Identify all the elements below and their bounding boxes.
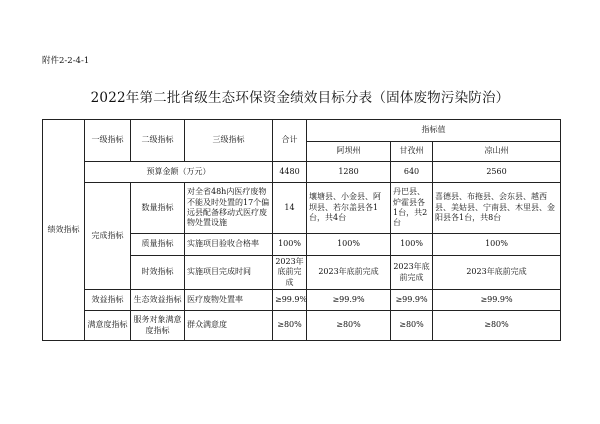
quality-total: 100% bbox=[273, 234, 307, 256]
timeliness-value: 2023年底前完成 bbox=[391, 256, 433, 290]
timeliness-value: 2023年底前完成 bbox=[307, 256, 391, 290]
header-region: 阿坝州 bbox=[307, 142, 391, 162]
timeliness-total: 2023年底前完成 bbox=[273, 256, 307, 290]
quality-level2: 质量指标 bbox=[131, 234, 185, 256]
quantity-level3: 对全省48h内医疗废物不能及时处置的17个偏远县配备移动式医疗废物处置设施 bbox=[185, 183, 273, 234]
quantity-level2: 数量指标 bbox=[131, 183, 185, 234]
header-level3: 三级指标 bbox=[185, 120, 273, 162]
header-level1: 一级指标 bbox=[85, 120, 131, 162]
side-label-cell: 绩效指标 bbox=[43, 120, 85, 341]
budget-row bbox=[43, 162, 561, 183]
quantity-row bbox=[43, 183, 561, 234]
satisfaction-value: ≥80% bbox=[391, 311, 433, 341]
satisfaction-level1: 满意度指标 bbox=[85, 311, 131, 341]
budget-label: 预算金额（万元） bbox=[85, 162, 273, 183]
benefit-level2: 生态效益指标 bbox=[131, 290, 185, 311]
satisfaction-total: ≥80% bbox=[273, 311, 307, 341]
quality-level3: 实施项目验收合格率 bbox=[185, 234, 273, 256]
satisfaction-value: ≥80% bbox=[307, 311, 391, 341]
benefit-level1: 效益指标 bbox=[85, 290, 131, 311]
page-title: 2022年第二批省级生态环保资金绩效目标分表（固体废物污染防治） bbox=[90, 90, 510, 106]
quantity-value: 丹巴县、炉霍县各1台，共2台 bbox=[391, 183, 433, 234]
quality-value: 100% bbox=[307, 234, 391, 256]
timeliness-level2: 时效指标 bbox=[131, 256, 185, 290]
header-row bbox=[43, 120, 561, 142]
benefit-row bbox=[43, 290, 561, 311]
header-level2: 二级指标 bbox=[131, 120, 185, 162]
timeliness-value: 2023年底前完成 bbox=[433, 256, 561, 290]
quantity-value: 壤塘县、小金县、阿坝县、若尔盖县各1台，共4台 bbox=[307, 183, 391, 234]
benefit-total: ≥99.9% bbox=[273, 290, 307, 311]
header-region: 凉山州 bbox=[433, 142, 561, 162]
budget-value: 2560 bbox=[433, 162, 561, 183]
quality-value: 100% bbox=[433, 234, 561, 256]
satisfaction-row bbox=[43, 311, 561, 341]
quality-value: 100% bbox=[391, 234, 433, 256]
benefit-value: ≥99.9% bbox=[433, 290, 561, 311]
header-total: 合计 bbox=[273, 120, 307, 162]
satisfaction-level2: 服务对象满意度指标 bbox=[131, 311, 185, 341]
timeliness-level3: 实施项目完成时间 bbox=[185, 256, 273, 290]
satisfaction-level3: 群众满意度 bbox=[185, 311, 273, 341]
benefit-level3: 医疗废物处置率 bbox=[185, 290, 273, 311]
budget-value: 1280 bbox=[307, 162, 391, 183]
header-indicator-value: 指标值 bbox=[307, 120, 561, 142]
attachment-number: 附件2-2-4-1 bbox=[42, 56, 90, 66]
performance-table bbox=[42, 119, 561, 341]
satisfaction-value: ≥80% bbox=[433, 311, 561, 341]
quantity-value: 喜德县、布拖县、会东县、越西县、美姑县、宁南县、木里县、金阳县各1台，共8台 bbox=[433, 183, 561, 234]
benefit-value: ≥99.9% bbox=[391, 290, 433, 311]
benefit-value: ≥99.9% bbox=[307, 290, 391, 311]
header-region: 甘孜州 bbox=[391, 142, 433, 162]
quantity-total: 14 bbox=[273, 183, 307, 234]
completion-level1: 完成指标 bbox=[85, 183, 131, 290]
budget-value: 640 bbox=[391, 162, 433, 183]
budget-total: 4480 bbox=[273, 162, 307, 183]
